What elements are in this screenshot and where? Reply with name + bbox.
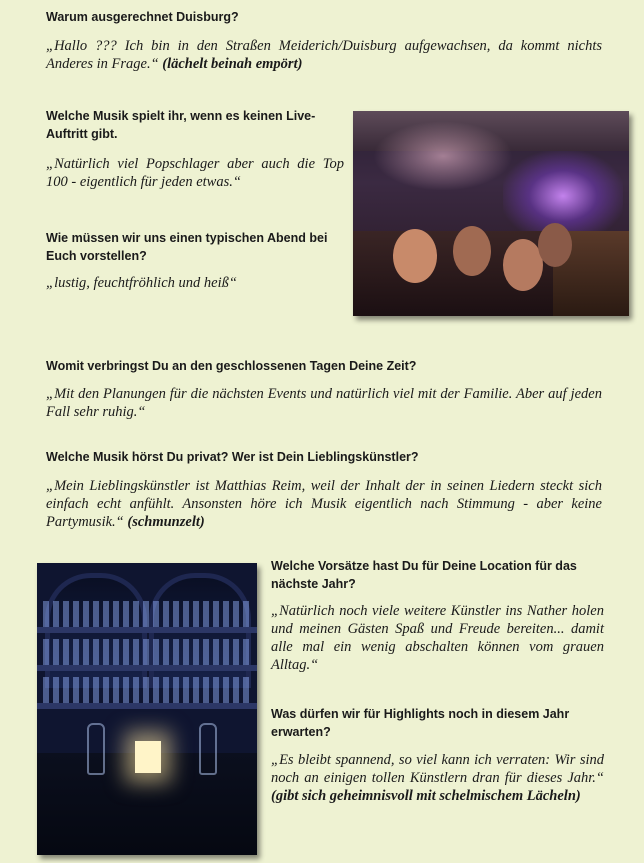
- photo-vase: [199, 723, 217, 775]
- photo-glasses-row: [43, 601, 251, 627]
- question-7: Was dürfen wir für Highlights noch in diesem Jahr erwarten?: [271, 707, 570, 739]
- photo-shelf: [37, 665, 257, 671]
- question-3: Wie müssen wir uns einen typischen Abend bei Euch vorstellen?: [46, 231, 328, 263]
- photo-guest: [453, 226, 491, 276]
- photo-guest: [538, 223, 572, 267]
- photo-shelf: [37, 627, 257, 633]
- answer-1: [46, 37, 602, 73]
- question-1: Warum ausgerechnet Duisburg?: [46, 10, 239, 24]
- question-6: Welche Vorsätze hast Du für Deine Location für das nächste Jahr?: [271, 559, 577, 591]
- answer-5-remark: (schmunzelt): [127, 514, 205, 530]
- photo-glasses-row: [43, 639, 251, 665]
- photo-vase: [87, 723, 105, 775]
- answer-7: [271, 751, 604, 805]
- photo-guest: [393, 229, 437, 283]
- question-5: Welche Musik hörst Du privat? Wer ist Dein Lieblingskünstler?: [46, 450, 419, 464]
- photo-guest: [503, 239, 543, 291]
- glass-shelf-photo: [37, 563, 257, 855]
- answer-7-remark: (gibt sich geheimnisvoll mit schelmischem Lächeln): [271, 788, 581, 804]
- question-2: Welche Musik spielt ihr, wenn es keinen Live-Auftritt gibt.: [46, 109, 316, 141]
- photo-lamp: [135, 741, 161, 773]
- party-crowd-photo: [353, 111, 629, 316]
- photo-glasses-row: [43, 677, 251, 703]
- photo-light: [373, 121, 513, 191]
- answer-2: „Natürlich viel Popschlager aber auch die Top 100 - eigentlich für jeden etwas.“: [46, 156, 344, 190]
- answer-7-text: „Es bleibt spannend, so viel kann ich verraten: Wir sind noch an einigen tollen Künstlern dran für dieses Jahr.“: [271, 752, 604, 786]
- answer-1-text: „Hallo ??? Ich bin in den Straßen Meiderich/Duisburg aufgewachsen, da kommt nichts Anderes in Frage.“: [46, 38, 602, 72]
- answer-5-text: „Mein Lieblingskünstler ist Matthias Reim, weil der Inhalt der in seinen Liedern steckt sich einfach echt anfühlt. Ansonsten höre ich Musik eigentlich nach Stimmung - aber keine Partymusik.“: [46, 478, 602, 530]
- answer-4: „Mit den Planungen für die nächsten Events und natürlich viel mit der Familie. Aber auf jeden Fall sehr ruhig.“: [46, 386, 602, 420]
- question-4: Womit verbringst Du an den geschlossenen Tagen Deine Zeit?: [46, 359, 417, 373]
- answer-1-remark: (lächelt beinah empört): [162, 56, 303, 72]
- answer-5: [46, 477, 602, 531]
- photo-shelf: [37, 703, 257, 709]
- answer-3: „lustig, feuchtfröhlich und heiß“: [46, 275, 237, 291]
- answer-6: „Natürlich noch viele weitere Künstler ins Nather holen und meinen Gästen Spaß und Freude bereiten... damit alle mal ein wenig abschalten können vom grauen Alltag.“: [271, 603, 604, 673]
